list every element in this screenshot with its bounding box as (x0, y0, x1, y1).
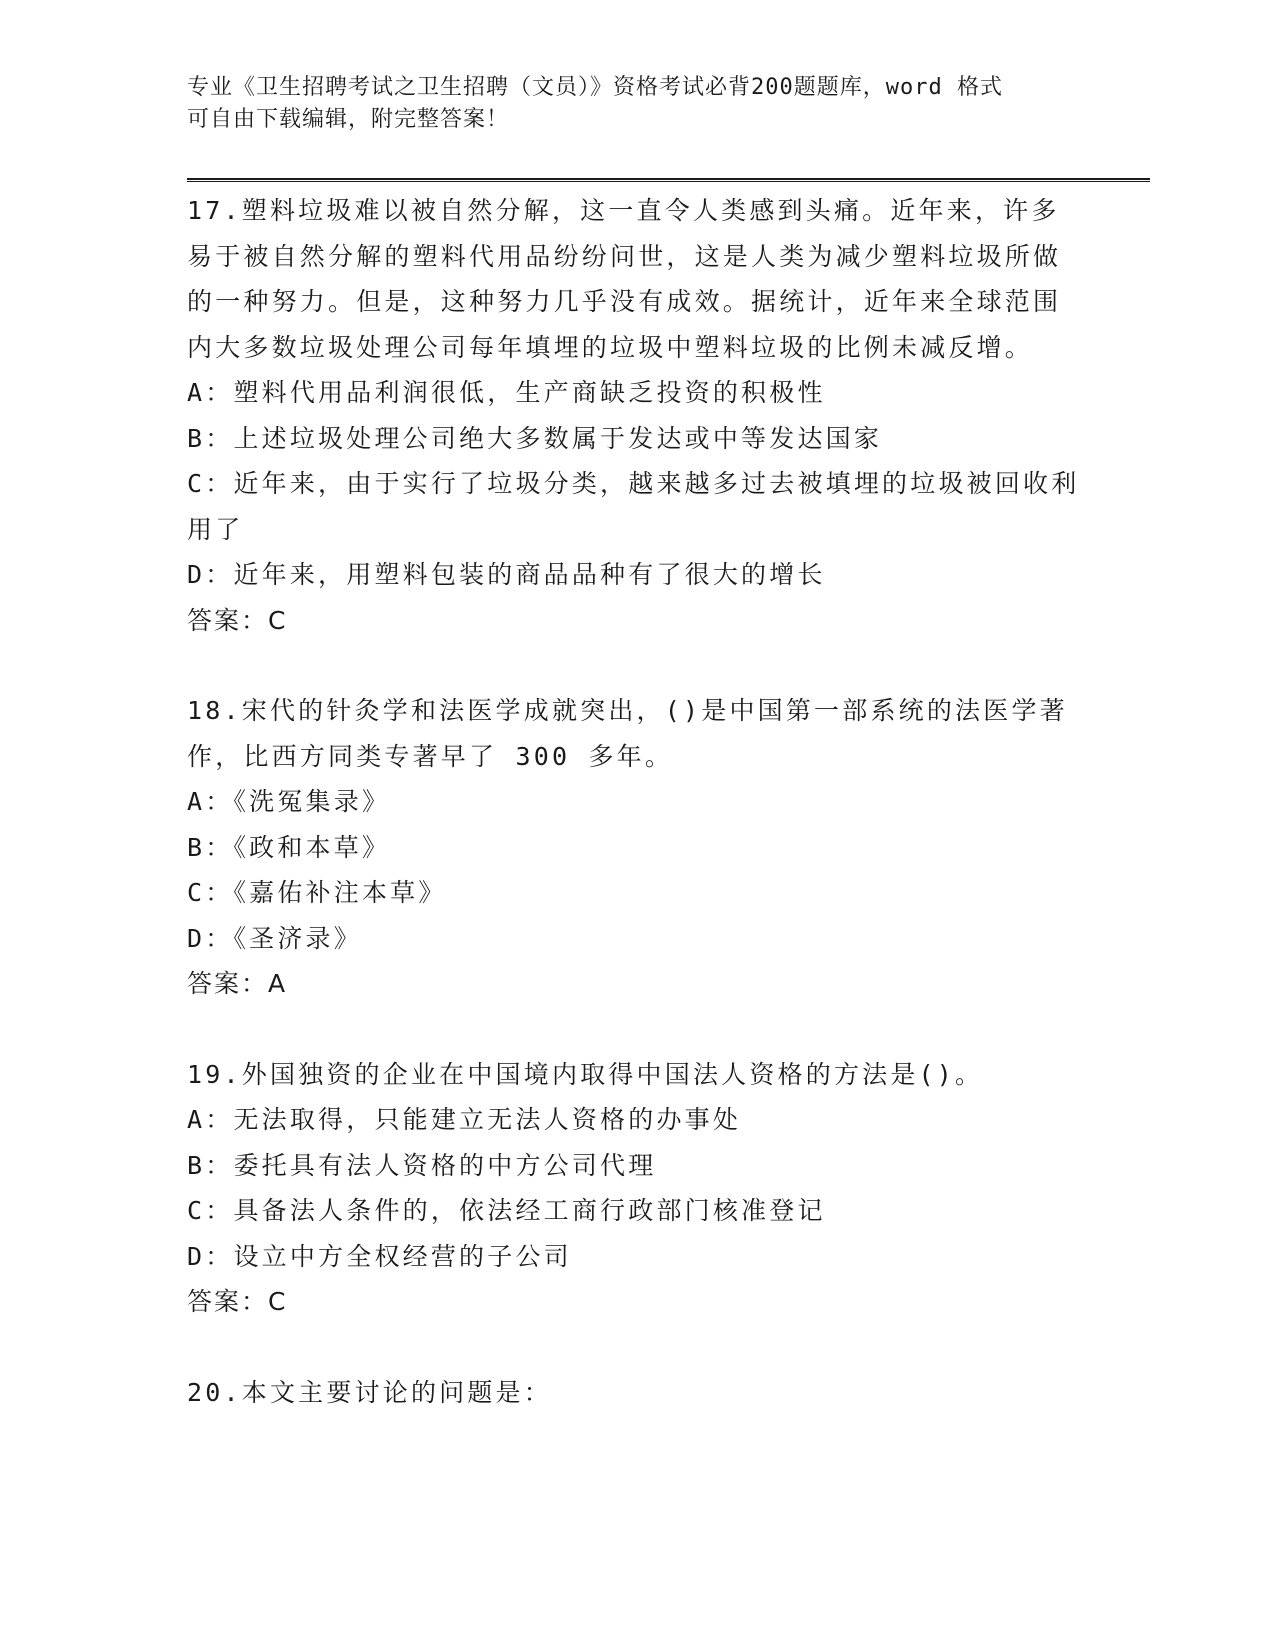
option-b: B：委托具有法人资格的中方公司代理 (187, 1150, 657, 1180)
option-a: A：无法取得，只能建立无法人资格的办事处 (187, 1105, 742, 1134)
option-d: D：近年来，用塑料包装的商品品种有了很大的增长 (187, 560, 826, 589)
option-b: B：《政和本草》 (187, 832, 391, 862)
question-list (187, 188, 1087, 1415)
question-stem: 20.本文主要讨论的问题是： (187, 1377, 552, 1407)
question-stem: 18.宋代的针灸学和法医学成就突出，()是中国第一部系统的法医学著作，比西方同类专著早了 300 多年。 (187, 696, 1068, 771)
answer-line: 答案：C (187, 605, 288, 635)
option-d: D：设立中方全权经营的子公司 (187, 1241, 572, 1271)
option-d: D：《圣济录》 (187, 923, 362, 953)
option-c: C：具备法人条件的，依法经工商行政部门核准登记 (187, 1196, 826, 1225)
header-line-1: 专业《卫生招聘考试之卫生招聘（文员）》资格考试必背200题题库，word 格式 (187, 75, 1003, 100)
question-stem: 17.塑料垃圾难以被自然分解，这一直令人类感到头痛。近年来，许多易于被自然分解的塑料代用品纷纷问世，这是人类为减少塑料垃圾所做的一种努力。但是，这种努力几乎没有成效。据统计，近年来全球范围内大多数垃圾处理公司每年填埋的垃圾中塑料垃圾的比例未减反增。 (187, 196, 1062, 362)
answer-line: 答案：A (187, 969, 288, 998)
question-19 (187, 1052, 1087, 1325)
option-a: A：《洗冤集录》 (187, 787, 391, 816)
question-18 (187, 688, 1087, 1007)
question-17 (187, 188, 1087, 643)
answer-line: 答案：C (187, 1287, 288, 1316)
header-line-2: 可自由下载编辑，附完整答案！ (187, 107, 510, 132)
option-b: B：上述垃圾处理公司绝大多数属于发达或中等发达国家 (187, 423, 883, 453)
header-divider (187, 178, 1150, 182)
question-20 (187, 1370, 1087, 1416)
option-c: C：近年来，由于实行了垃圾分类，越来越多过去被填埋的垃圾被回收利用了 (187, 469, 1080, 544)
question-stem: 19.外国独资的企业在中国境内取得中国法人资格的方法是()。 (187, 1059, 984, 1089)
option-c: C：《嘉佑补注本草》 (187, 878, 447, 907)
document-header (187, 72, 1067, 136)
option-a: A：塑料代用品利润很低，生产商缺乏投资的积极性 (187, 378, 826, 407)
